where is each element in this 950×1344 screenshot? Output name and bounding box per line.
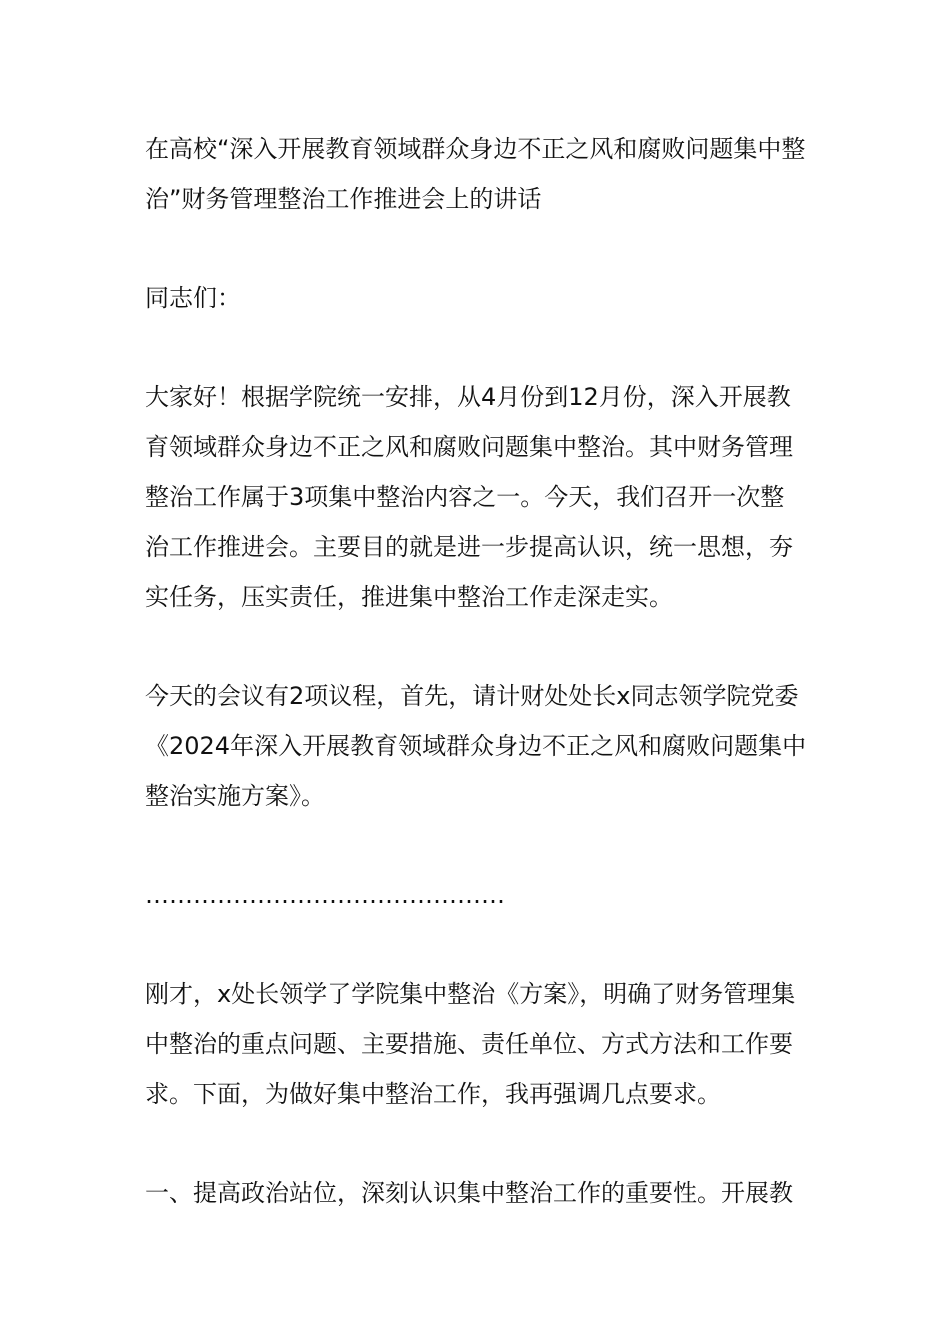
omission-ellipsis: ……………………………………… <box>145 881 505 909</box>
agenda-paragraph: 今天的会议有2项议程，首先，请计财处处长x同志领学院党委《2024年深入开展教育领域群众身边不正之风和腐败问题集中整治实施方案》。 <box>145 682 807 810</box>
document-body <box>145 124 807 1218</box>
intro-paragraph: 大家好！根据学院统一安排，从4月份到12月份，深入开展教育领域群众身边不正之风和腐败问题集中整治。其中财务管理整治工作属于3项集中整治内容之一。今天，我们召开一次整治工作推进会。主要目的就是进一步提高认识，统一思想，夯实任务，压实责任，推进集中整治工作走深走实。 <box>145 383 793 611</box>
section-one-paragraph: 一、提高政治站位，深刻认识集中整治工作的重要性。开展教 <box>145 1179 793 1207</box>
greeting-line: 同志们： <box>145 284 241 312</box>
summary-paragraph: 刚才，x处长领学了学院集中整治《方案》，明确了财务管理集中整治的重点问题、主要措施、责任单位、方式方法和工作要求。下面，为做好集中整治工作，我再强调几点要求。 <box>145 980 796 1108</box>
document-title: 在高校“深入开展教育领域群众身边不正之风和腐败问题集中整治”财务管理整治工作推进会上的讲话 <box>145 135 806 213</box>
